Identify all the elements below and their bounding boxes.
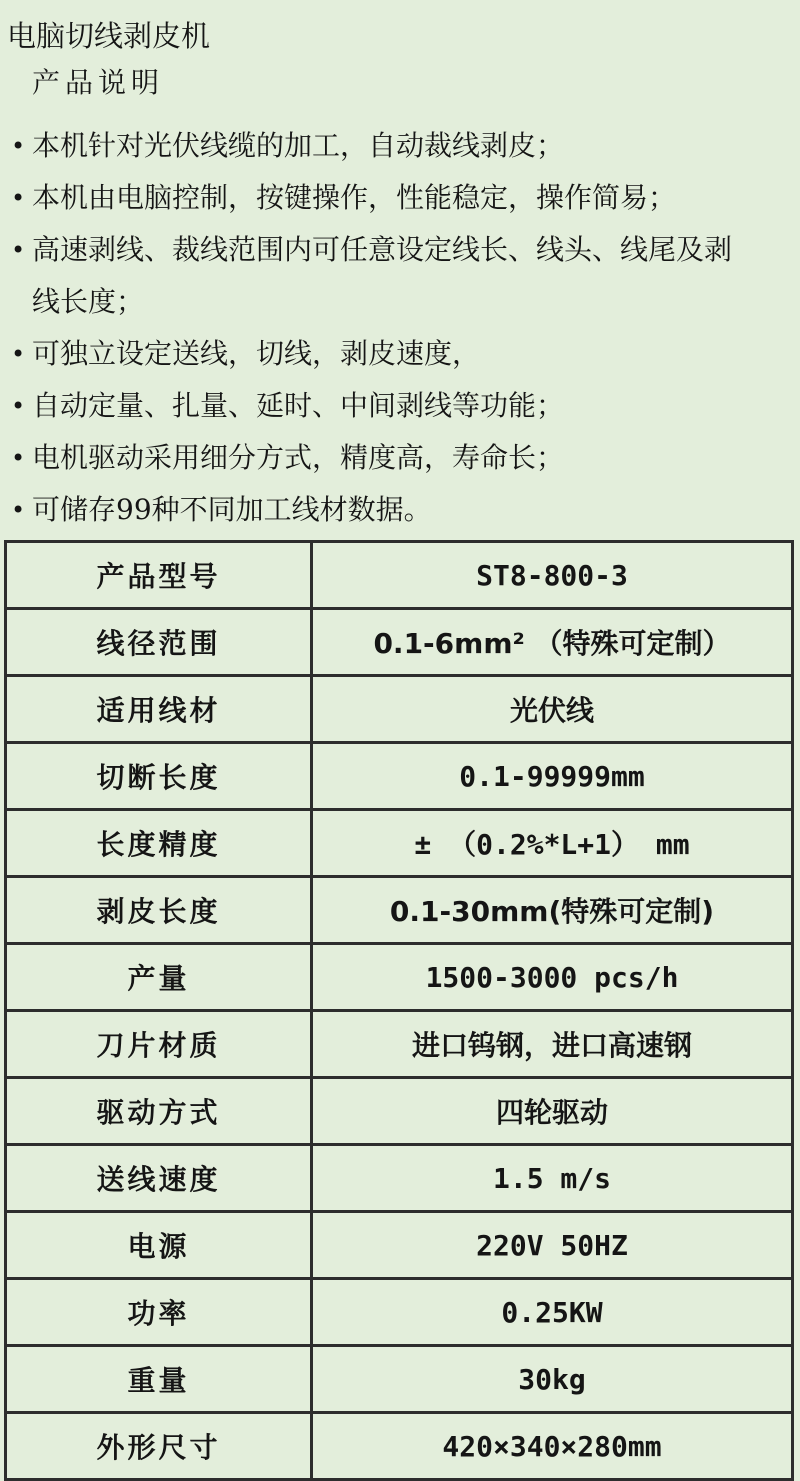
table-row — [6, 1346, 793, 1413]
spec-value: 420×340×280mm — [312, 1413, 793, 1480]
spec-label: 电源 — [6, 1212, 312, 1279]
list-item: • 高速剥线、裁线范围内可任意设定线长、线头、线尾及剥线长度； — [4, 224, 744, 328]
spec-label: 长度精度 — [6, 810, 312, 877]
spec-label: 刀片材质 — [6, 1011, 312, 1078]
table-row — [6, 743, 793, 810]
table-row — [6, 1078, 793, 1145]
spec-value: 0.25KW — [312, 1279, 793, 1346]
table-row — [6, 944, 793, 1011]
spec-value: 1500-3000 pcs/h — [312, 944, 793, 1011]
spec-table-body — [6, 542, 793, 1480]
spec-value: 30kg — [312, 1346, 793, 1413]
list-item: • 电机驱动采用细分方式，精度高，寿命长； — [4, 432, 744, 484]
spec-value: 1.5 m/s — [312, 1145, 793, 1212]
spec-label: 产品型号 — [6, 542, 312, 609]
spec-table — [4, 540, 794, 1481]
spec-label: 重量 — [6, 1346, 312, 1413]
spec-label: 线径范围 — [6, 609, 312, 676]
spec-label: 适用线材 — [6, 676, 312, 743]
spec-label: 切断长度 — [6, 743, 312, 810]
page-title: 电脑切线剥皮机 — [7, 19, 211, 53]
spec-value: 0.1-6mm² （特殊可定制） — [312, 609, 793, 676]
table-row — [6, 542, 793, 609]
spec-label: 剥皮长度 — [6, 877, 312, 944]
section-heading: 产品说明 — [32, 66, 165, 99]
table-row — [6, 1011, 793, 1078]
table-row — [6, 676, 793, 743]
spec-value: 0.1-99999mm — [312, 743, 793, 810]
list-item: • 可独立设定送线，切线，剥皮速度， — [4, 328, 744, 380]
table-row — [6, 810, 793, 877]
spec-label: 功率 — [6, 1279, 312, 1346]
spec-label: 外形尺寸 — [6, 1413, 312, 1480]
spec-value: 0.1-30mm(特殊可定制) — [312, 877, 793, 944]
spec-label: 送线速度 — [6, 1145, 312, 1212]
list-item: • 本机针对光伏线缆的加工，自动裁线剥皮； — [4, 120, 744, 172]
feature-list — [4, 120, 762, 536]
spec-value: 进口钨钢，进口高速钢 — [312, 1011, 793, 1078]
spec-value: 四轮驱动 — [312, 1078, 793, 1145]
spec-value: ± （0.2%*L+1） mm — [312, 810, 793, 877]
spec-label: 驱动方式 — [6, 1078, 312, 1145]
table-row — [6, 1413, 793, 1480]
list-item: • 本机由电脑控制，按键操作，性能稳定，操作简易； — [4, 172, 744, 224]
table-row — [6, 1145, 793, 1212]
table-row — [6, 877, 793, 944]
list-item: • 可储存99种不同加工线材数据。 — [4, 484, 744, 536]
table-row — [6, 609, 793, 676]
spec-value: ST8-800-3 — [312, 542, 793, 609]
table-row — [6, 1279, 793, 1346]
spec-value: 光伏线 — [312, 676, 793, 743]
spec-value: 220V 50HZ — [312, 1212, 793, 1279]
list-item: • 自动定量、扎量、延时、中间剥线等功能； — [4, 380, 744, 432]
spec-label: 产量 — [6, 944, 312, 1011]
table-row — [6, 1212, 793, 1279]
